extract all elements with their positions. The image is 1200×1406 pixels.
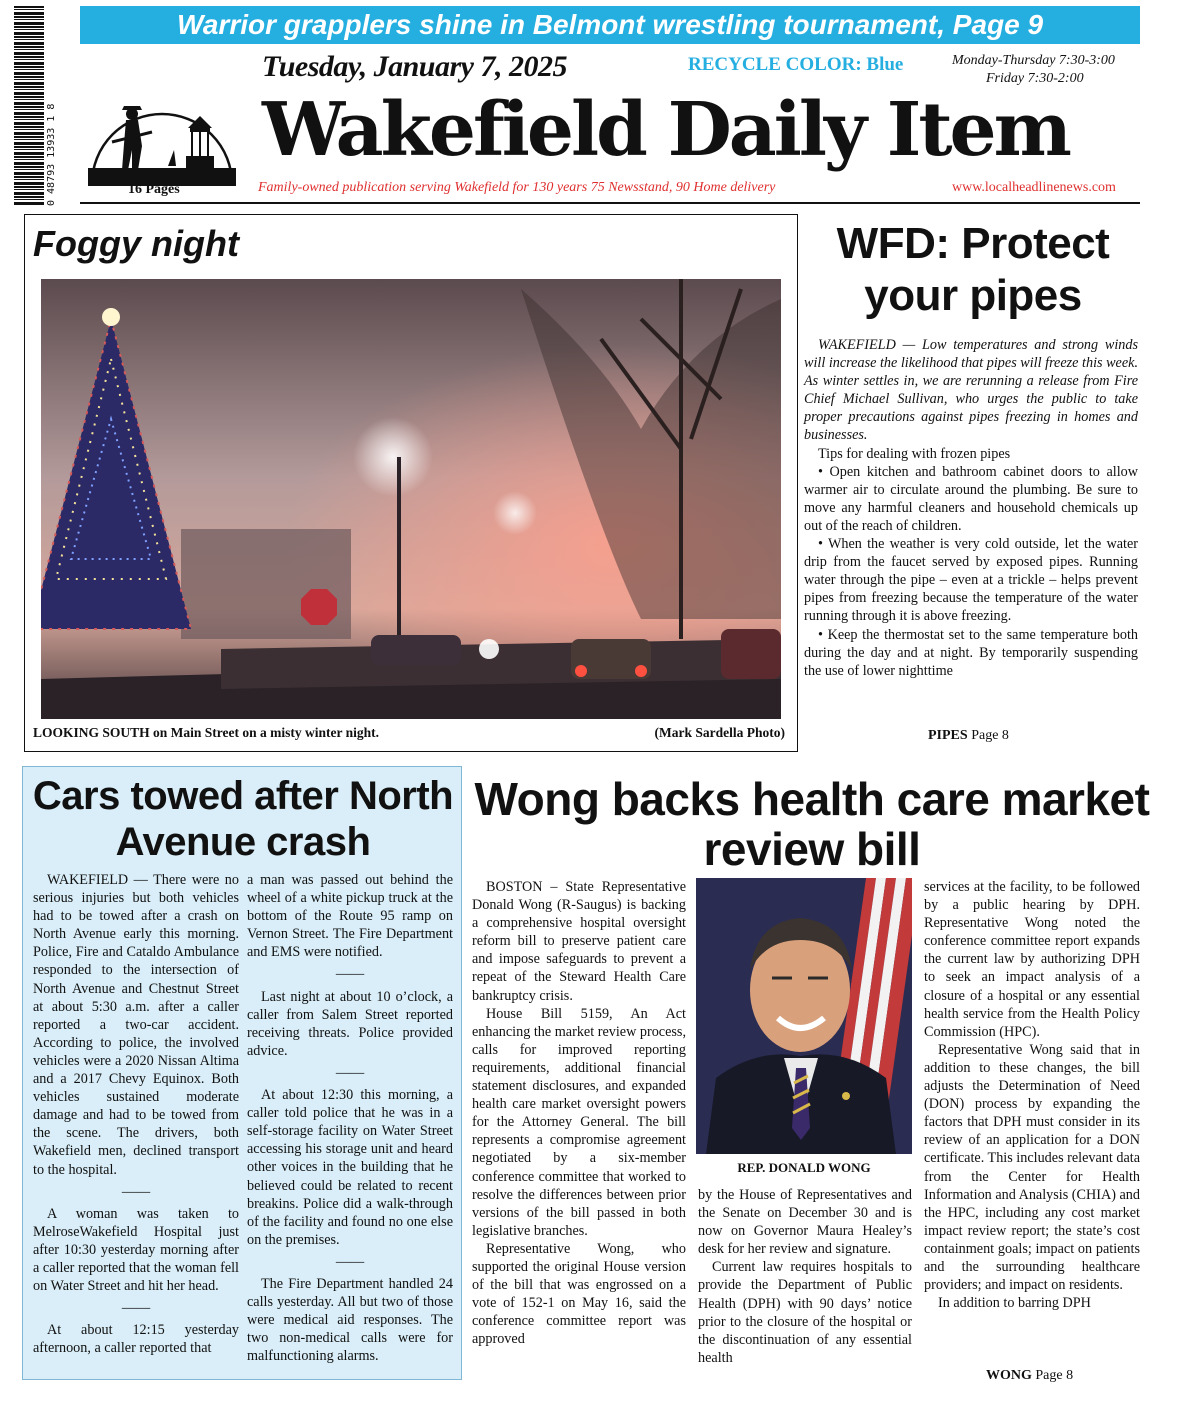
page-count: 16 Pages	[128, 182, 180, 197]
barcode-digits: 0 48793 13933 1 8	[46, 103, 57, 206]
section-divider: ——	[335, 1253, 365, 1270]
cars-paragraph: At about 12:30 this morning, a caller told police that he was in a self-storage facility on Water Street accessing his storage unit and heard other voices in the building that he believed could be related to recent breakins. Police did a walk-through of the facility and found no one else on the premises.	[247, 1087, 453, 1248]
wong-paragraph: by the House of Representatives and the Senate on December 30 and is now on Governor Maura Healey’s desk for her review and signature.	[698, 1187, 912, 1258]
cars-column-2	[247, 871, 453, 1365]
barcode	[14, 6, 58, 206]
cars-paragraph: The Fire Department handled 24 calls yesterday. All but two of those were medical aid responses. The two non-medical calls were for malfunctioning alarms.	[247, 1275, 453, 1365]
photo-caption	[33, 725, 789, 741]
wfd-jump-link[interactable]	[928, 728, 1009, 744]
cars-headline[interactable]: Cars towed after North Avenue crash	[32, 774, 454, 864]
wong-paragraph: BOSTON – State Representative Donald Wong (R-Saugus) is backing a comprehensive hospital oversight reform bill to preserve patient care and impose safeguards to prevent a repeat of the Steward Health Care bankruptcy crisis.	[472, 879, 686, 1004]
wong-photo-caption: REP. DONALD WONG	[737, 1160, 871, 1175]
photo-feature-heading: Foggy night	[33, 223, 239, 264]
photo-credit: (Mark Sardella Photo)	[654, 725, 785, 740]
recycle-color: RECYCLE COLOR: Blue	[688, 54, 904, 75]
wfd-lead-paragraph: WAKEFIELD — Low temperatures and strong winds will increase the likelihood that pipes will freeze this week. As winter settles in, we are rerunning a release from Fire Chief Michael Sullivan, who urges the public to take proper precautions against pipes freezing in homes and businesses.	[804, 337, 1138, 444]
photo-feature	[24, 214, 798, 752]
section-divider: ——	[121, 1183, 151, 1200]
masthead-tagline: Family-owned publication serving Wakefield for 130 years 75 Newsstand, 90 Home delivery	[258, 180, 776, 195]
police-log-box	[22, 766, 462, 1380]
masthead-title: Wakefield Daily Item	[262, 87, 1069, 173]
wong-paragraph: House Bill 5159, An Act enhancing the market review process, calls for improved reporting requirements, additional financial statement disclosures, and expanded health care market oversight powers for the Attorney General. The bill represents a compromise agreement negotiated by a six-member conference committee that worked to resolve the differences between prior versions of the bill passed in both legislative branches.	[472, 1005, 686, 1239]
wong-column-3	[924, 878, 1140, 1312]
wfd-paragraph: Tips for dealing with frozen pipes	[818, 445, 1011, 462]
caption-text: on Main Street on a misty winter night.	[149, 725, 380, 740]
website-link[interactable]: www.localheadlinenews.com	[952, 180, 1116, 195]
cars-column-1	[33, 871, 239, 1357]
wfd-jump-keyword: PIPES	[928, 728, 968, 743]
wfd-jump-page: Page 8	[967, 728, 1009, 743]
wong-jump-keyword: WONG	[986, 1368, 1032, 1383]
cars-paragraph: Last night at about 10 o’clock, a caller from Salem Street reported receiving threats. Police provided advice.	[247, 988, 453, 1059]
wong-column-2	[698, 1186, 912, 1367]
wong-paragraph: In addition to barring DPH	[938, 1295, 1091, 1312]
barcode-bars	[14, 6, 44, 206]
masthead-rule	[80, 202, 1140, 204]
section-divider: ——	[335, 966, 365, 983]
hours-friday: Friday 7:30-2:00	[986, 71, 1084, 86]
section-divider: ——	[335, 1064, 365, 1081]
hours-weekday: Monday-Thursday 7:30-3:00	[952, 53, 1115, 68]
issue-date: Tuesday, January 7, 2025	[262, 50, 567, 83]
wfd-paragraph: • When the weather is very cold outside, let the water drip from the faucet served by exposed pipes. Running water through the pipe – even at a trickle – helps prevent pipes from freezing because the temperature of the water running through it is above freezing.	[804, 536, 1138, 625]
wfd-paragraph: • Keep the thermostat set to the same temperature both during the day and at night. By temporarily suspending the use of lower nighttime	[804, 626, 1138, 679]
wong-paragraph: Representative Wong said that in addition to these changes, the bill adjusts the Determination of Need (DON) process by expanding the factors that DPH must consider in its review of an application for a DON certificate. This includes relevant data from the Center for Health Information and Analysis (CHIA) and the HPC, including any cost market impact review report; the state’s cost containment goals; impact on patients and the surrounding healthcare providers; and impact on residents.	[924, 1041, 1140, 1294]
wong-headline[interactable]: Wong backs health care market review bill	[474, 773, 1150, 875]
caption-lead: LOOKING SOUTH	[33, 725, 150, 740]
cars-paragraph: A woman was taken to MelroseWakefield Hospital just after 10:30 yesterday morning after a caller reported that the woman fell on Water Street and hit her head.	[33, 1205, 239, 1295]
wong-jump-link[interactable]	[986, 1368, 1073, 1384]
wong-column-1	[472, 878, 686, 1348]
top-banner-link[interactable]: Warrior grapplers shine in Belmont wrestling tournament, Page 9	[80, 6, 1140, 44]
wong-portrait-photo[interactable]	[696, 878, 912, 1154]
wfd-headline[interactable]: WFD: Protect your pipes	[836, 219, 1110, 320]
wfd-article-body	[804, 336, 1138, 680]
cars-paragraph: At about 12:15 yesterday afternoon, a caller reported that	[33, 1322, 239, 1357]
wong-paragraph: Representative Wong, who supported the original House version of the bill that was engrossed on a vote of 152-1 on May 16, said the conference committee report was approved	[472, 1240, 686, 1348]
minuteman-logo	[88, 98, 236, 186]
wong-paragraph: Current law requires hospitals to provide the Department of Public Health (DPH) with 90 days’ notice prior to the closure of the hospital or the discontinuation of any essential health	[698, 1259, 912, 1366]
wong-paragraph: services at the facility, to be followed by a public hearing by DPH. Representative Wong noted the conference committee report expands the current law by authorizing DPH to seek an impact analysis of a closure of a hospital or any essential health service from the Health Policy Commission (HPC).	[924, 879, 1140, 1040]
wong-jump-page: Page 8	[1031, 1368, 1074, 1383]
section-divider: ——	[121, 1300, 151, 1317]
foggy-street-photo[interactable]	[41, 279, 781, 719]
wfd-paragraph: • Open kitchen and bathroom cabinet doors to allow warmer air to circulate around the plumbing. Be sure to move any harmful cleaners and household chemicals up out of the reach of children.	[804, 463, 1138, 534]
cars-paragraph: WAKEFIELD — There were no serious injuries but both vehicles had to be towed after a crash on North Avenue early this morning. Police, Fire and Cataldo Ambulance responded to the intersection of North Avenue and Chestnut Street at about 5:30 a.m. after a caller reported a two-car accident. According to police, the involved vehicles were a 2020 Nissan Altima and a 2017 Chevy Equinox. Both vehicles sustained moderate damage and had to be towed from the scene. The drivers, both Wakefield men, declined transport to the hospital.	[33, 872, 239, 1178]
cars-paragraph: a man was passed out behind the wheel of a white pickup truck at the bottom of the Route 95 ramp on Vernon Street. The Fire Department and EMS were notified.	[247, 872, 453, 961]
